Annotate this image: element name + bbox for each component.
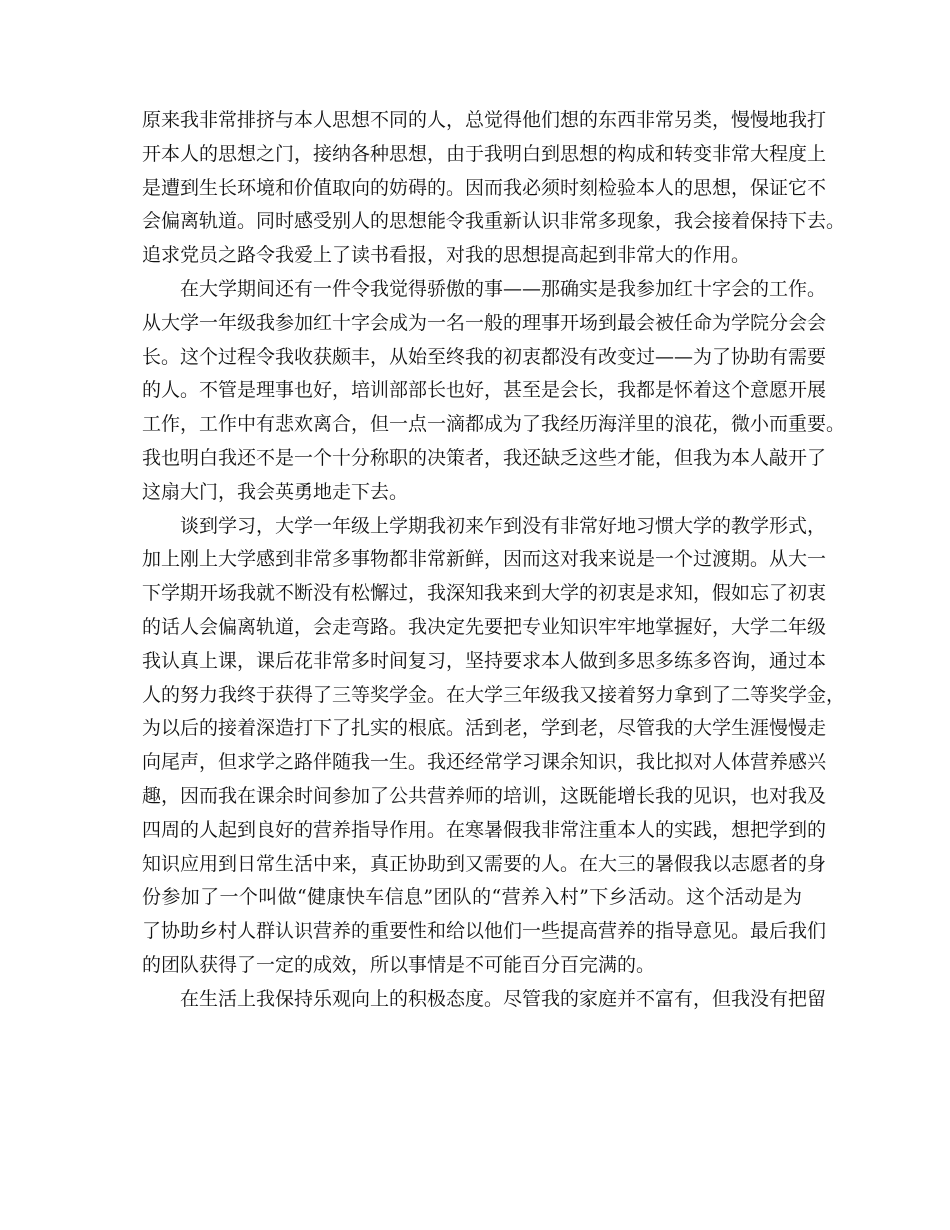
text-line: 会偏离轨道。同时感受别人的思想能令我重新认识非常多现象，我会接着保持下去。 — [142, 210, 846, 233]
text-line: 趣，因而我在课余时间参加了公共营养师的培训，这既能增长我的见识，也对我及 — [142, 784, 827, 807]
text-line: 四周的人起到良好的营养指导作用。在寒暑假我非常注重本人的实践，想把学到的 — [142, 818, 827, 841]
text-line: 开本人的思想之门，接纳各种思想，由于我明白到思想的构成和转变非常大程度上 — [142, 142, 827, 165]
text-line: 追求党员之路令我爱上了读书看报，对我的思想提高起到非常大的作用。 — [142, 244, 751, 267]
text-line: 份参加了一个叫做“健康快车信息”团队的“营养入村”下乡活动。这个活动是为 — [142, 886, 802, 909]
text-line: 向尾声，但求学之路伴随我一生。我还经常学习课余知识，我比拟对人体营养感兴 — [142, 751, 827, 774]
text-line: 在大学期间还有一件令我觉得骄傲的事——那确实是我参加红十字会的工作。 — [180, 277, 827, 300]
text-line: 谈到学习，大学一年级上学期我初来乍到没有非常好地习惯大学的教学形式， — [180, 514, 827, 537]
text-line: 原来我非常排挤与本人思想不同的人，总觉得他们想的东西非常另类，慢慢地我打 — [142, 109, 827, 131]
text-line: 长。这个过程令我收获颇丰，从始至终我的初衷都没有改变过——为了协助有需要 — [142, 345, 827, 368]
text-line: 是遭到生长环境和价值取向的妨碍的。因而我必须时刻检验本人的思想，保证它不 — [142, 176, 827, 199]
text-line: 在生活上我保持乐观向上的积极态度。尽管我的家庭并不富有，但我没有把留 — [180, 987, 827, 1010]
text-line: 的团队获得了一定的成效，所以事情是不可能百分百完满的。 — [142, 953, 656, 976]
text-line: 下学期开场我就不断没有松懈过，我深知我来到大学的初衷是求知，假如忘了初衷 — [142, 582, 827, 605]
text-line: 加上刚上大学感到非常多事物都非常新鲜，因而这对我来说是一个过渡期。从大一 — [142, 548, 827, 571]
text-line: 这扇大门，我会英勇地走下去。 — [142, 480, 409, 503]
text-line: 了协助乡村人群认识营养的重要性和给以他们一些提高营养的指导意见。最后我们 — [142, 920, 827, 943]
text-line: 人的努力我终于获得了三等奖学金。在大学三年级我又接着努力拿到了二等奖学金， — [142, 683, 846, 706]
text-line: 我也明白我还不是一个十分称职的决策者，我还缺乏这些才能，但我为本人敲开了 — [142, 446, 827, 469]
text-line: 的人。不管是理事也好，培训部部长也好，甚至是会长，我都是怀着这个意愿开展 — [142, 379, 827, 402]
text-line: 为以后的接着深造打下了扎实的根底。活到老，学到老，尽管我的大学生涯慢慢走 — [142, 717, 827, 740]
text-line: 知识应用到日常生活中来，真正协助到又需要的人。在大三的暑假我以志愿者的身 — [142, 852, 827, 875]
text-line: 从大学一年级我参加红十字会成为一名一般的理事开场到最会被任命为学院分会会 — [142, 311, 827, 334]
document-body — [142, 104, 846, 1017]
text-line: 工作，工作中有悲欢离合，但一点一滴都成为了我经历海洋里的浪花，微小而重要。 — [142, 413, 846, 436]
text-line: 我认真上课，课后花非常多时间复习，坚持要求本人做到多思多练多咨询，通过本 — [142, 649, 827, 672]
text-line: 的话人会偏离轨道，会走弯路。我决定先要把专业知识牢牢地掌握好，大学二年级 — [142, 615, 827, 638]
